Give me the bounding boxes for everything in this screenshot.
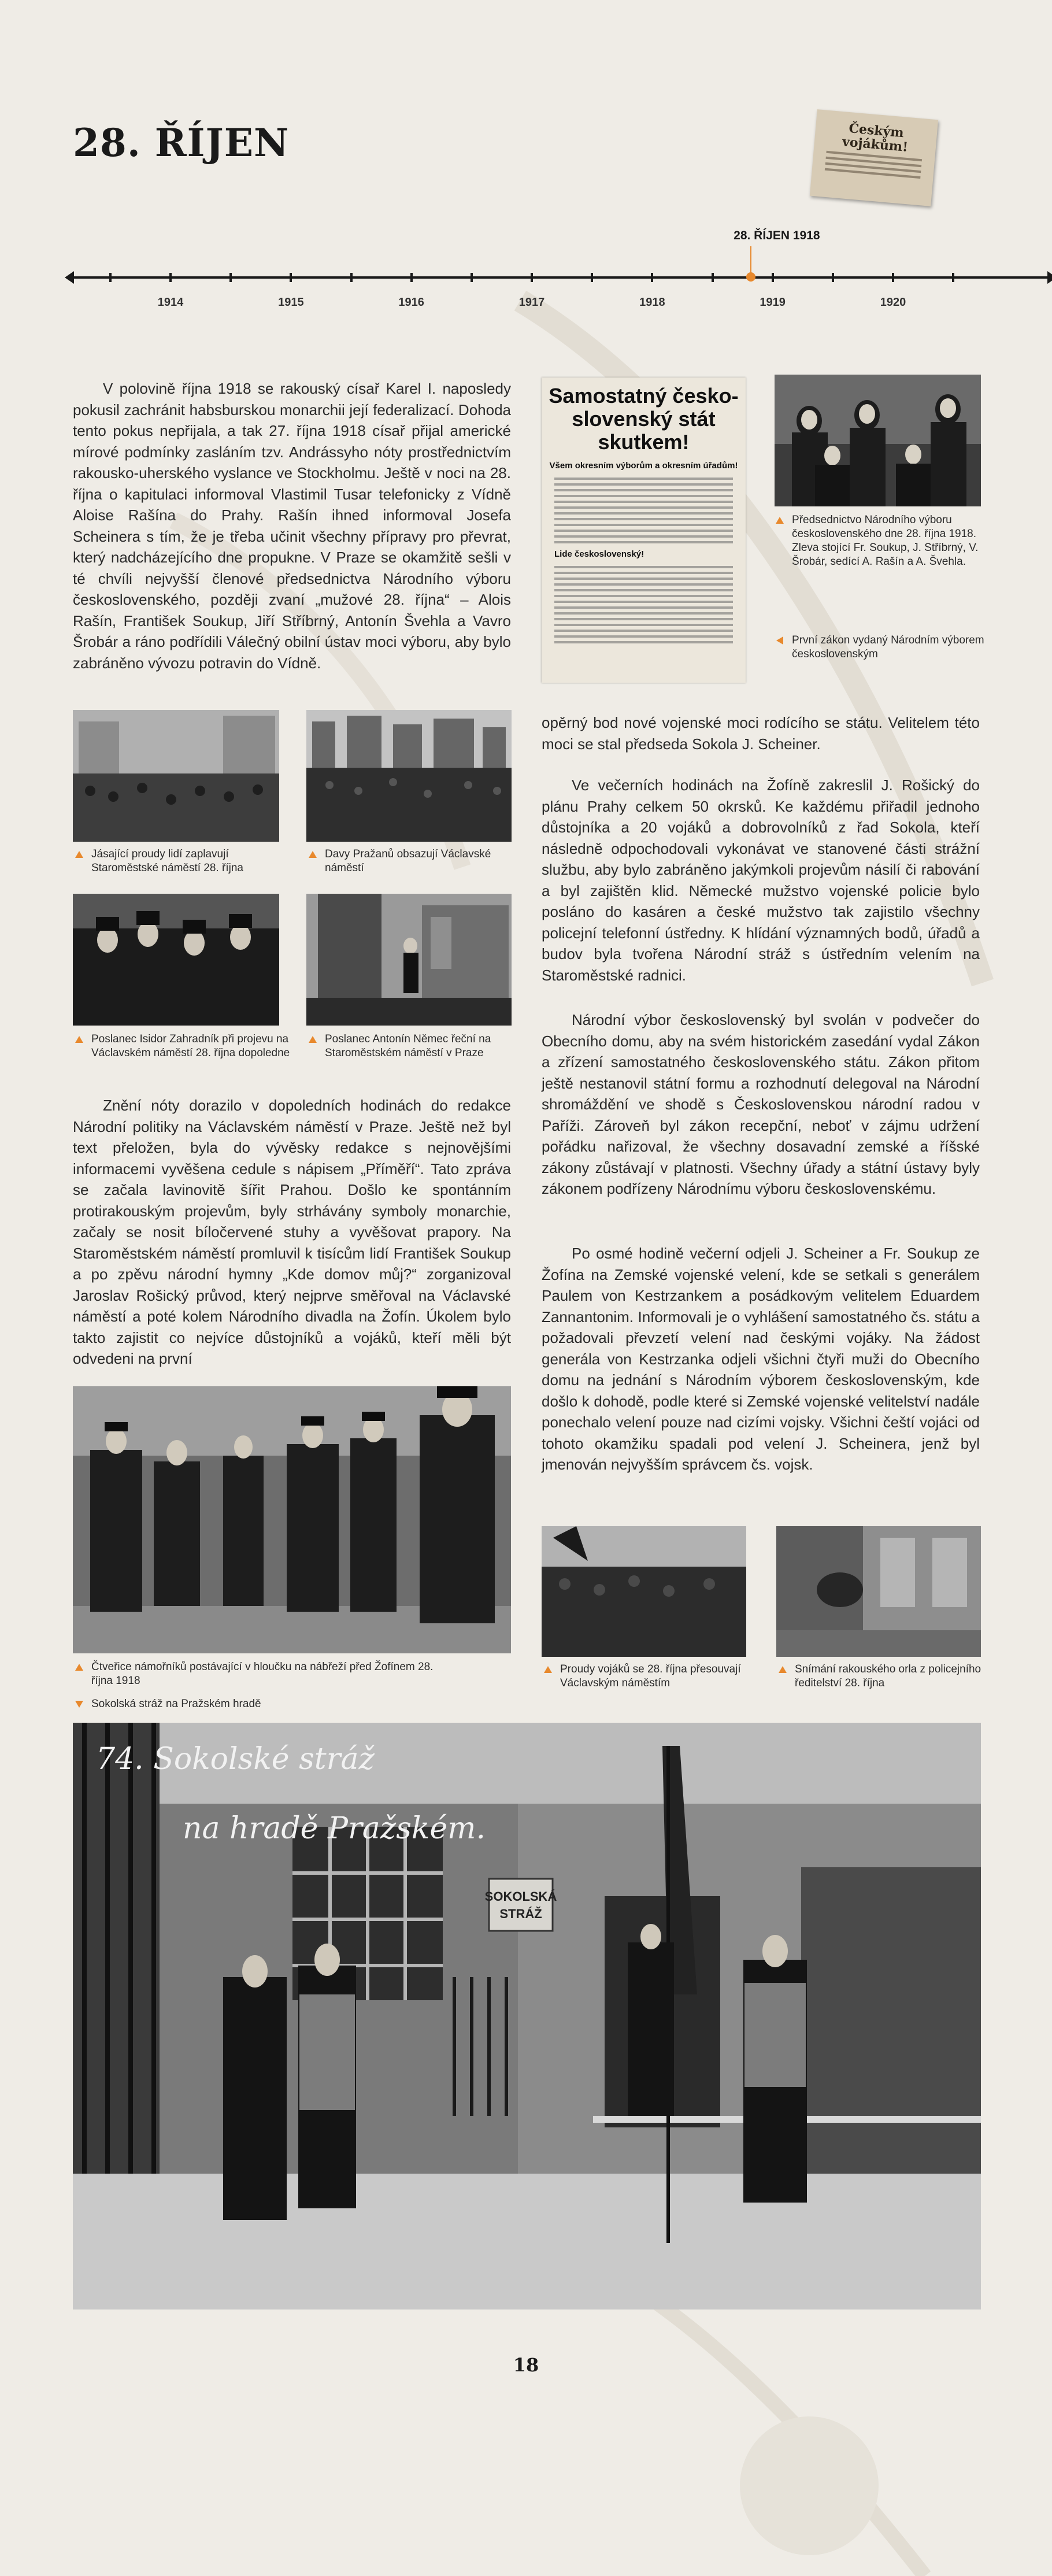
timeline-year-label: 1916 (398, 296, 424, 309)
poster-headline: Samostatný česko-slovenský stát skutkem! (549, 384, 739, 454)
timeline-tick (109, 273, 112, 282)
right-paragraph-4: Po osmé hodině večerní odjeli J. Scheiner a Fr. Soukup ze Žofína na Zemské vojenské velení, kde se setkali s generálem Paulem von Kestrzankem a posádkovým velitelem Eduardem Zannantonim. Informovali je o vyhlášení samostatného čs. státu a požadovali převzetí velení nad českými vojáky. Na žádost generála von Kestrzanka odjeli všichni čtyři muži do Obecního domu na jednání s Národním výborem československým, kde došlo k dohodě, podle které si Zemské vojenské velitelství nadále ponechalo velení pouze nad cizími vojsky. Všichni čeští vojáci od tohoto okamžiku spadali pod velení J. Scheinera, jenž byl jmenován nejvyšším správcem čs. vojsk. (542, 1245, 980, 1473)
caption-marker-icon (309, 851, 317, 858)
caption-marker-icon (75, 851, 83, 858)
right-paragraph-2: Ve večerních hodinách na Žofíně zakreslil J. Rošický do plánu Prahy celkem 50 okrsků. Ke každému přiřadil jednoho důstojníka a 20 vojáků a dobrovolníků z řad Sokola, kteří následně odpochodovali vykonávat ve stanovené části strážní službu, aby bylo zabráněno jakýmkoli projevům násilí či rabování a byl zajištěn klid. Německé mužstvo vojenské policie bylo posláno do kasáren a české mužstvo tak zajistilo všechny policejní telefonní ústředny. K hlídání významných bodů, úřadů a budov byla tvořena Národní stráž s ústředním velením na Staroměstské radnici. (542, 776, 980, 984)
sokol-photo-inscription-1: 74. Sokolské stráž (96, 1742, 375, 1776)
nemec-speech-photo (306, 894, 512, 1026)
eagle-removal-photo (776, 1526, 981, 1657)
timeline-event-label: 28. ŘÍJEN 1918 (734, 229, 820, 242)
timeline (69, 229, 1052, 335)
caption-first-law: První zákon vydaný Národním výborem československým (773, 634, 1000, 661)
timeline-event-dot (746, 272, 755, 282)
right-paragraph-3: Národní výbor československý byl svolán v podvečer do Obecního domu, aby na svém historickém zasedání vydal Zákon a zřízení samostatného československého státu. Zákon přitom ještě nestanovil státní formu a rozhodnutí delegoval na Národní shromáždění ve shodě s Československou národní radou v Paříži. Zároveň byl zákon recepční, neboť v zájmu udržení pořádku nařizoval, že všechny dosavadní zemské a říšské zákony zůstávají v platnosti. Všechny úřady a státní ústavy byly zákonem podřízeny Národnímu výboru československému. (542, 1011, 980, 1197)
timeline-year-label: 1920 (880, 296, 906, 309)
page-number: 18 (513, 2354, 539, 2376)
timeline-year-label: 1918 (639, 296, 665, 309)
presidium-photo (775, 375, 981, 506)
caption-marker-icon (544, 1666, 552, 1673)
sokol-photo-inscription-2: na hradě Pražském. (183, 1811, 486, 1846)
page-title: 28. ŘÍJEN (73, 120, 290, 165)
caption-marker-down-icon (75, 1701, 83, 1708)
timeline-arrow-left (65, 271, 74, 284)
caption-zahradnik: Poslanec Isidor Zahradník při projevu na Václavském náměstí 28. října dopoledne (73, 1032, 294, 1060)
first-law-poster (542, 377, 746, 683)
caption-crowds: Jásající proudy lidí zaplavují Staroměstské náměstí 28. října (73, 847, 282, 875)
caption-soldiers: Proudy vojáků se 28. října přesouvají Václavským náměstím (542, 1663, 768, 1690)
caption-marker-icon (75, 1664, 83, 1671)
caption-sokol: Sokolská stráž na Pražském hradě (73, 1697, 438, 1711)
caption-marker-icon (776, 517, 784, 524)
sokol-sign-line-2: STRÁŽ (499, 1907, 542, 1921)
caption-wenceslas: Davy Pražanů obsazují Václavské náměstí (306, 847, 516, 875)
caption-marker-icon (309, 1036, 317, 1043)
caption-nemec: Poslanec Antonín Němec řeční na Staroměstském náměstí v Praze (306, 1032, 533, 1060)
timeline-year-label: 1914 (157, 296, 184, 309)
timeline-event-marker-line (750, 246, 751, 273)
timeline-year-label: 1919 (760, 296, 786, 309)
timeline-arrow-right (1047, 271, 1052, 284)
stamp-image (810, 109, 938, 206)
timeline-tick (169, 273, 172, 282)
sokol-guard-photo (73, 1723, 981, 2309)
caption-presidium: Předsednictvo Národního výboru československého dne 28. října 1918. Zleva stojící Fr. Soukup, J. Stříbrný, V. Šrobár, sedící A. Rašín a A. Švehla. (773, 513, 1000, 569)
timeline-tick (531, 273, 533, 282)
timeline-axis (69, 276, 1052, 279)
sokol-sign-line-1: SOKOLSKÁ (484, 1889, 557, 1904)
timeline-tick (651, 273, 653, 282)
timeline-tick (832, 273, 834, 282)
timeline-tick (290, 273, 292, 282)
stamp-text: Českým vojákům! (842, 121, 909, 155)
timeline-tick (892, 273, 894, 282)
timeline-tick (410, 273, 413, 282)
intro-paragraph: V polovině října 1918 se rakouský císař Karel I. naposledy pokusil zachránit habsburskou monarchii její federalizací. Dohoda tento pokus nepřijala, a tak 27. října 1918 císař přijal americké mírové podmínky zasláním tzv. Andrássyho nóty prostřednictvím rakousko-uherského vyslance ve Stockholmu. Ještě v noci na 28. října o kapitulaci informoval Vlastimil Tusar telefonicky z Vídně Aloise Rašína do Prahy. Rašín ihned informoval Josefa Scheinera s tím, že je třeba učinit všechny přípravy pro převrat, který nadcházejícího dne propukne. V Praze se okamžitě sešli v té chvíli nejvyšší členové předsednictva Národního výboru československého, později zvaní „mužové 28. října“ – Alois Rašín, František Soukup, Jiří Stříbrný, Antonín Švehla a Vavro Šrobár a ráno podřídili Válečný obilní ústav moci výboru, aby bylo zabráněno vývozu potravin do Vídně. (73, 380, 511, 672)
timeline-tick (952, 273, 954, 282)
caption-marker-icon (779, 1666, 787, 1673)
timeline-tick (591, 273, 593, 282)
sailors-photo (73, 1386, 511, 1653)
wenceslas-square-crowd-photo (306, 710, 512, 842)
timeline-year-label: 1915 (278, 296, 304, 309)
caption-marker-icon (75, 1036, 83, 1043)
caption-eagle: Snímání rakouského orla z policejního ředitelství 28. října (776, 1663, 1003, 1690)
zahradnik-speech-photo (73, 894, 279, 1026)
timeline-tick (471, 273, 473, 282)
caption-sailors: Čtveřice námořníků postávající v hloučku na nábřeží před Žofínem 28. října 1918 (73, 1660, 438, 1688)
timeline-tick (229, 273, 232, 282)
timeline-tick (350, 273, 353, 282)
timeline-year-label: 1917 (518, 296, 545, 309)
soldiers-wenceslas-photo (542, 1526, 746, 1657)
timeline-tick (712, 273, 714, 282)
poster-subline: Všem okresním výborům a okresním úřadům! (549, 461, 738, 471)
poster-middle: Lide československý! (554, 549, 644, 559)
timeline-tick (772, 273, 774, 282)
right-paragraph-1: opěrný bod nové vojenské moci rodícího se státu. Velitelem této moci se stal předseda Sokola J. Scheiner. (542, 714, 980, 753)
caption-marker-left-icon (776, 636, 783, 645)
note-paragraph: Znění nóty dorazilo v dopoledních hodinách do redakce Národní politiky na Václavském náměstí v Praze. Ještě než byl text přeložen, byla do vývěsky redakce s nejnovějšími informacemi vyvěšena cedule s nápisem „Příměří“. Tato zpráva se začala lavinovitě šířit Prahou. Došlo ke spontánním protirakouským projevům, byly strhávány symboly monarchie, začaly se nosit bíločervené stuhy a vyvěšovat prapory. Na Staroměstském náměstí promluvil k tisícům lidí František Soukup a po zpěvu národní hymny „Kde domov můj?“ zorganizoval Jaroslav Rošický průvod, který nejprve směřoval na Václavské náměstí a poté kolem Národního divadla na Žofín. Úkolem bylo takto zajistit co nejvíce důstojníků a vojáků, kteří měli být odvedeni na první (73, 1097, 511, 1367)
crowds-old-town-photo (73, 710, 279, 842)
